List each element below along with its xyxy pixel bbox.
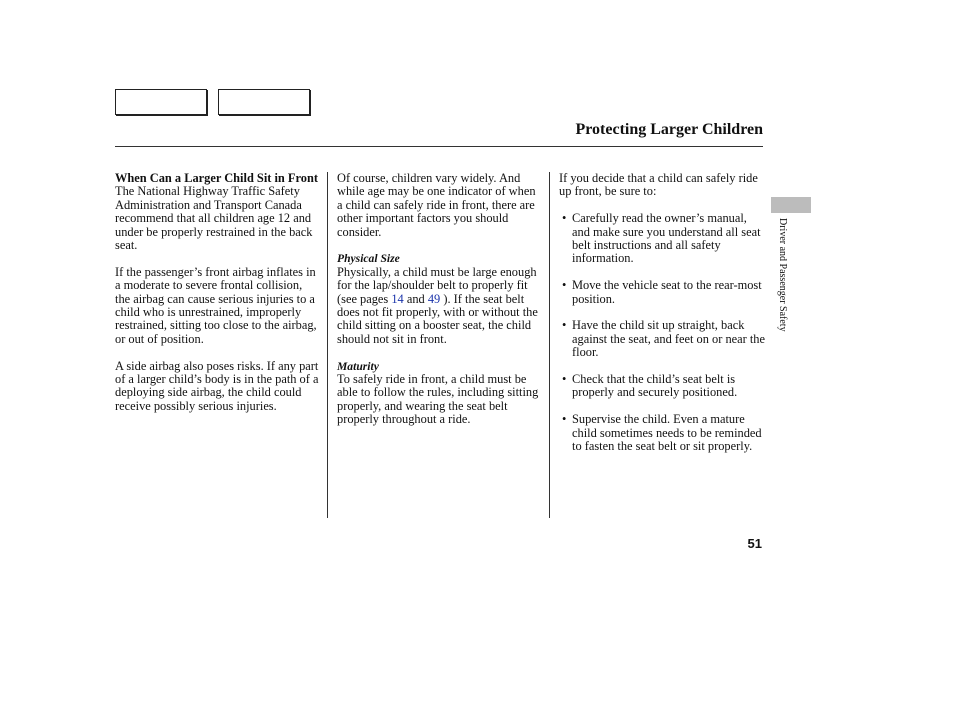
- paragraph: Of course, children vary widely. And while age may be one indicator of when a child can safely ride in front, there are other important factors you should consider.: [337, 171, 536, 239]
- page-link-49[interactable]: 49: [427, 291, 441, 306]
- section-heading: When Can a Larger Child Sit in Front: [115, 171, 318, 185]
- bullet-icon: •: [562, 372, 567, 387]
- page-number: 51: [747, 536, 762, 551]
- column-1: [115, 172, 320, 427]
- list-item: • Carefully read the owner’s manual, and make sure you understand all seat belt instructions and all safety information.: [562, 211, 761, 266]
- bullet-icon: •: [562, 278, 567, 293]
- section-tab[interactable]: [771, 197, 811, 213]
- next-page-button[interactable]: [218, 89, 310, 115]
- subsection-heading-maturity: Maturity: [337, 359, 379, 373]
- column-3: [559, 172, 766, 467]
- column-divider: [549, 172, 550, 518]
- paragraph: A side airbag also poses risks. If any part of a larger child’s body is in the path of a deploying side airbag, the child could receive possibly serious injuries.: [115, 358, 319, 413]
- bullet-icon: •: [562, 412, 567, 427]
- page-title: Protecting Larger Children: [575, 121, 763, 138]
- bullet-icon: •: [562, 318, 567, 333]
- previous-page-button[interactable]: [115, 89, 207, 115]
- paragraph: The National Highway Traffic Safety Administration and Transport Canada recommend that all children age 12 and under be properly restrained in the back seat.: [115, 184, 313, 253]
- list-item: • Move the vehicle seat to the rear-most position.: [562, 278, 762, 306]
- page-link-14[interactable]: 14: [391, 291, 404, 306]
- title-divider: [115, 146, 763, 147]
- list-item: • Have the child sit up straight, back against the seat, and feet on or near the floor.: [562, 318, 766, 360]
- column-2: [337, 172, 543, 440]
- checklist: [559, 212, 766, 453]
- paragraph: To safely ride in front, a child must be able to follow the rules, including sitting properly, and wearing the seat belt properly throughout a ride.: [337, 372, 539, 427]
- paragraph: If the passenger’s front airbag inflates in a moderate to severe frontal collision, the airbag can cause serious injuries to a child who is unrestrained, improperly restrained, sitting too close to the airbag, or out of position.: [115, 264, 317, 346]
- list-item: • Supervise the child. Even a mature child sometimes needs to be reminded to fasten the seat belt or sit properly.: [562, 412, 762, 454]
- bullet-icon: •: [562, 211, 567, 226]
- paragraph: Physically, a child must be large enough for the lap/shoulder belt to properly fit (see pages 14 and 49 ). If the seat belt does not fit properly, with or without the child sitting on a booster seat, the child should not sit in front.: [337, 264, 538, 346]
- list-item: • Check that the child’s seat belt is properly and securely positioned.: [562, 372, 738, 400]
- section-label: Driver and Passenger Safety: [777, 218, 788, 332]
- column-divider: [327, 172, 328, 518]
- subsection-heading-physical-size: Physical Size: [337, 252, 400, 266]
- paragraph: If you decide that a child can safely ride up front, be sure to:: [559, 171, 758, 199]
